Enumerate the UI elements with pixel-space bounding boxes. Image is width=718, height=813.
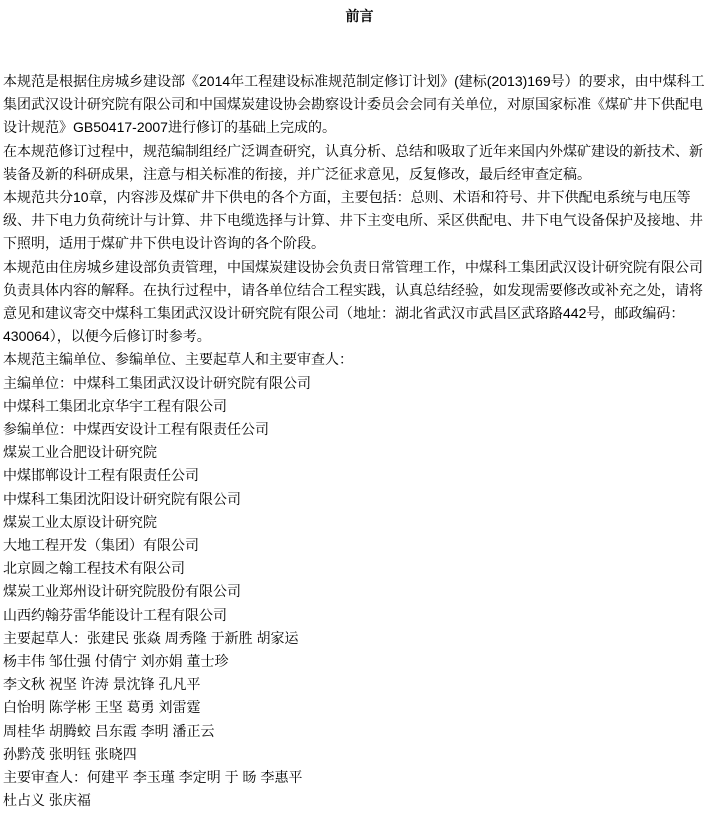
participating-unit-line: 大地工程开发（集团）有限公司 — [3, 537, 199, 554]
drafters-names-line: 白怡明 陈学彬 王坚 葛勇 刘雷霆 — [3, 699, 201, 716]
chief-editor-unit-line: 主编单位：中煤科工集团武汉设计研究院有限公司 — [3, 374, 311, 391]
paragraph-management-feedback: 本规范由住房城乡建设部负责管理，中国煤炭建设协会负责日常管理工作，中煤科工集团武汉设计研究院有限公司负责具体内容的解释。在执行过程中，请各单位结合工程实践，认真总结经验，如发现需要修改或补充之处，请将意见和建议寄交中煤科工集团武汉设计研究院有限公司（地址：湖北省武汉市武昌区武珞路442号，邮政编码：430064），以便今后修订时参考。 — [3, 258, 703, 345]
drafters-names-line: 孙黔茂 张明钰 张晓四 — [3, 745, 137, 762]
chief-editor-unit-line: 中煤科工集团北京华宇工程有限公司 — [3, 397, 227, 414]
participating-unit-line: 煤炭工业合肥设计研究院 — [3, 444, 157, 461]
participating-unit-line: 参编单位：中煤西安设计工程有限责任公司 — [3, 421, 269, 438]
drafters-names-line: 杨丰伟 邹仕强 付倩宁 刘亦娟 董士珍 — [3, 653, 229, 670]
drafters-names-line: 李文秋 祝坚 许涛 景沈锋 孔凡平 — [3, 676, 201, 693]
participating-unit-line: 煤炭工业太原设计研究院 — [3, 513, 157, 530]
paragraph-credits-intro: 本规范主编单位、参编单位、主要起草人和主要审查人： — [3, 351, 353, 368]
participating-unit-line: 北京圆之翰工程技术有限公司 — [3, 560, 185, 577]
reviewers-names-line: 杜占义 张庆福 — [3, 792, 91, 809]
paragraph-revision-process: 在本规范修订过程中，规范编制组经广泛调查研究，认真分析、总结和吸取了近年来国内外煤矿建设的新技术、新装备及新的科研成果，注意与相关标准的衔接，并广泛征求意见，反复修改，最后经审查定稿。 — [3, 142, 703, 182]
participating-unit-line: 中煤邯郸设计工程有限责任公司 — [3, 467, 199, 484]
chief-reviewers-line: 主要审查人：何建平 李玉瑾 李定明 于 旸 李惠平 — [3, 769, 303, 786]
participating-unit-line: 煤炭工业郑州设计研究院股份有限公司 — [3, 583, 241, 600]
document-body — [3, 70, 716, 813]
participating-unit-line: 中煤科工集团沈阳设计研究院有限公司 — [3, 490, 241, 507]
chief-drafters-line: 主要起草人：张建民 张焱 周秀隆 于新胜 胡家运 — [3, 629, 299, 646]
paragraph-basis: 本规范是根据住房城乡建设部《2014年工程建设标准规范制定修订计划》(建标(2013)169号）的要求，由中煤科工集团武汉设计研究院有限公司和中国煤炭建设协会勘察设计委员会会同有关单位，对原国家标准《煤矿井下供配电设计规范》GB50417-2007进行修订的基础上完成的。 — [3, 73, 705, 136]
page-title: 前言 — [345, 8, 374, 24]
participating-unit-line: 山西约翰芬雷华能设计工程有限公司 — [3, 606, 227, 623]
drafters-names-line: 周桂华 胡腾蛟 吕东霞 李明 潘正云 — [3, 722, 215, 739]
paragraph-contents-overview: 本规范共分10章，内容涉及煤矿井下供电的各个方面，主要包括：总则、术语和符号、井下供配电系统与电压等级、井下电力负荷统计与计算、井下电缆选择与计算、井下主变电所、采区供配电、井下电气设备保护及接地、井下照明，适用于煤矿井下供电设计咨询的各个阶段。 — [3, 189, 703, 252]
